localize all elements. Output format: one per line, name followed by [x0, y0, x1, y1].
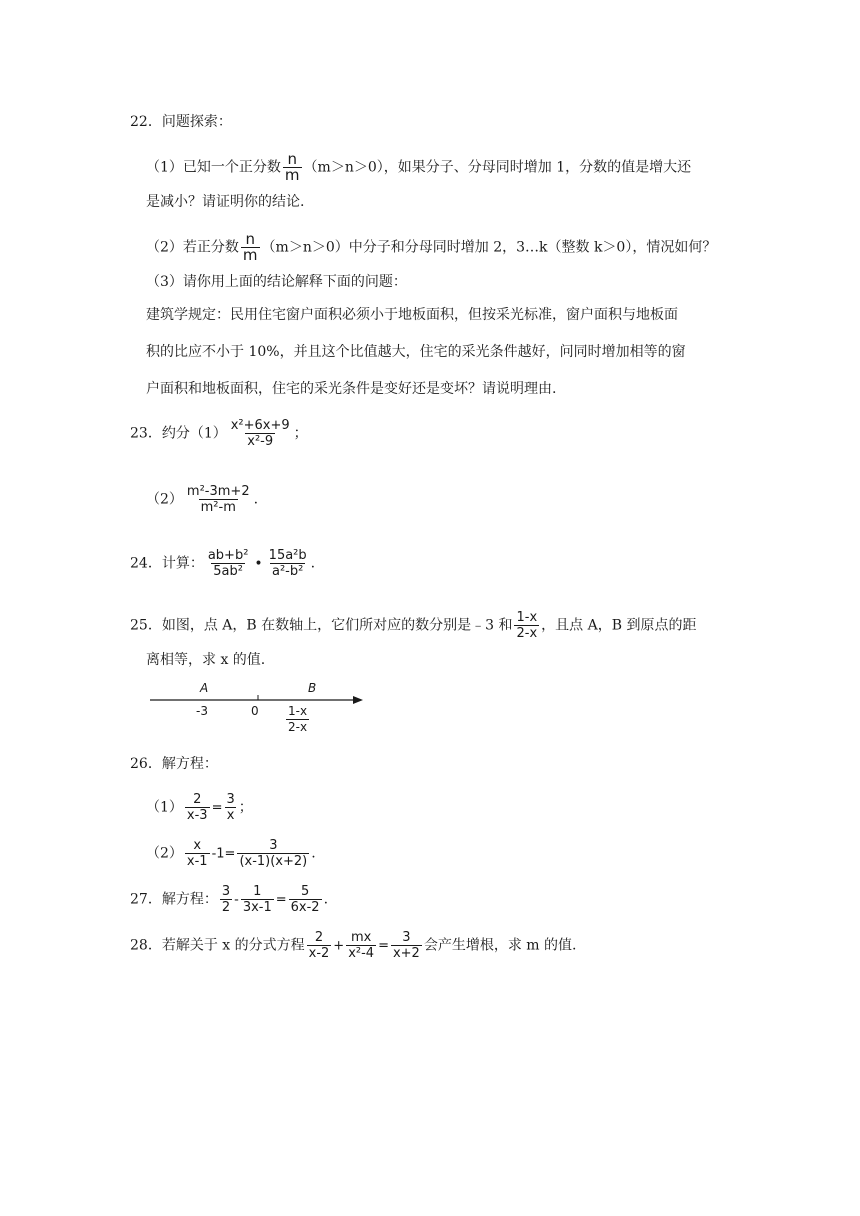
- q27-minus: -: [234, 892, 239, 908]
- q25-line2: 离相等，求 x 的值.: [146, 652, 266, 668]
- q28-fraction-c: $\frac{3}{x+2}$: [392, 930, 420, 961]
- tick-label-neg3: -3: [196, 704, 208, 718]
- point-a-label: A: [200, 681, 209, 695]
- q22-part3: （3）请你用上面的结论解释下面的问题：: [146, 274, 407, 290]
- q27-label: 27．解方程：: [130, 891, 218, 908]
- q27-end: .: [323, 891, 329, 908]
- q22-part1-fraction: $\frac{n}{m}$: [284, 150, 300, 184]
- q22-part1-line2: 是减小？请证明你的结论.: [146, 194, 305, 210]
- q26-e1-equals: =: [211, 800, 223, 816]
- q25-text: ，且点 A，B 到原点的距: [541, 617, 697, 634]
- q26-e2-left: $\frac{x}{x-1}$: [186, 838, 208, 869]
- q22-paragraph-line1: 建筑学规定：民用住宅窗户面积必须小于地板面积，但按采光标准，窗户面积与地板面: [146, 307, 678, 323]
- q27-equals: =: [275, 892, 287, 908]
- q28-equals: =: [378, 938, 389, 954]
- q28-prefix: 28．若解关于 x 的分式方程: [130, 937, 305, 954]
- q24-dot: •: [254, 555, 263, 572]
- q22-paragraph-line2: 积的比应不小于 10%，并且这个比值越大，住宅的采光条件越好，问同时增加相等的窗: [146, 344, 686, 360]
- q24-fraction-2: $\frac{\text{15a²b}}{\text{a²-b²}}$: [268, 548, 307, 579]
- q26-e1-left: $\frac{2}{x-3}$: [186, 792, 208, 823]
- q23-label: 23．约分（1）: [130, 425, 227, 442]
- q25-fraction: $\frac{1-x}{2-x}$: [516, 610, 538, 641]
- q26-e2-end: .: [311, 845, 316, 862]
- q23-line1: [130, 418, 308, 449]
- q26-equation-2: [146, 838, 316, 869]
- q26-e2-right: $\frac{3}{(x-1)(x+2)}$: [239, 838, 308, 869]
- q28-text: 会产生增根，求 m 的值.: [423, 937, 577, 954]
- q23-fraction-2: $\frac{\text{m²-3m+2}}{\text{m²-m}}$: [186, 484, 250, 515]
- q23-label-2: （2）: [146, 491, 183, 508]
- q22-part1-condition: （m＞n＞0），如果分子、分母同时增加 1，分数的值是增大还: [303, 159, 692, 176]
- q24-label: 24．计算：: [130, 555, 204, 572]
- tick-label-0: 0: [251, 704, 259, 718]
- q26-e2-label: （2）: [146, 845, 183, 862]
- q28-line: [130, 930, 576, 961]
- q26-e1-end: ；: [238, 799, 253, 816]
- q26-e2-middle: -1=: [211, 846, 236, 862]
- q26-equation-1: [146, 792, 253, 823]
- q22-paragraph-line3: 户面积和地板面积，住宅的采光条件是变好还是变坏？请说明理由.: [146, 381, 557, 397]
- point-b-value: $\frac{1-x}{2-x}$: [288, 704, 308, 734]
- q22-part2-text: （m＞n＞0）中分子和分母同时增加 2，3…k（整数 k＞0），情况如何？: [261, 239, 717, 256]
- q27-fraction-a: $\frac{3}{2}$: [221, 884, 231, 915]
- q28-fraction-a: $\frac{2}{x-2}$: [308, 930, 330, 961]
- q23-end-1: ；: [293, 425, 308, 442]
- q22-part2-prefix: （2）若正分数: [146, 239, 239, 256]
- q23-line2: [146, 484, 258, 515]
- q24-fraction-1: $\frac{\text{ab+b²}}{\text{5ab²}}$: [207, 548, 249, 579]
- q26-e1-right: $\frac{3}{x}$: [226, 792, 235, 823]
- q26-e1-label: （1）: [146, 799, 183, 816]
- q28-plus: +: [333, 938, 345, 954]
- q28-fraction-b: $\frac{mx}{\text{x²-4}}$: [348, 930, 375, 961]
- q27-fraction-c: $\frac{5}{6x-2}$: [290, 884, 320, 915]
- q25-prefix: 25．如图，点 A，B 在数轴上，它们所对应的数分别是﹣3 和: [130, 617, 513, 634]
- q22-part2: [146, 232, 716, 263]
- q25-line1: [130, 610, 696, 641]
- q26-title: 26．解方程：: [130, 756, 218, 772]
- q24-end: .: [310, 555, 316, 572]
- q22-title: 22．问题探索：: [130, 114, 232, 130]
- q22-part1-line1: [146, 152, 691, 183]
- number-line-figure: [150, 682, 370, 744]
- q27-fraction-b: $\frac{1}{3x-1}$: [242, 884, 272, 915]
- q22-part2-fraction: $\frac{n}{m}$: [242, 230, 258, 264]
- number-line-arrow: [353, 696, 363, 704]
- point-b-label: B: [308, 681, 317, 695]
- number-line-svg: [150, 682, 370, 744]
- q24-line: [130, 548, 315, 579]
- q23-end-2: .: [253, 491, 259, 508]
- q22-part1-prefix: （1）已知一个正分数: [146, 159, 281, 176]
- q23-fraction-1: $\frac{\text{x²+6x+9}}{\text{x²-9}}$: [230, 418, 290, 449]
- q27-line: [130, 884, 328, 915]
